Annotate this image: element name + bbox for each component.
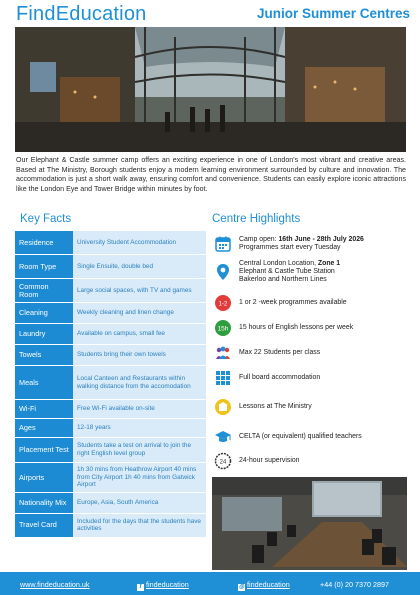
fact-value: Europe, Asia, South America — [73, 493, 206, 514]
fact-label: Placement Test — [15, 438, 73, 463]
highlight-text: Max 22 Students per class — [239, 348, 321, 356]
fact-value: Included for the days that the students have activities — [73, 514, 206, 537]
brand-logo: FindEducation — [16, 3, 147, 25]
phone-number[interactable]: +44 (0) 20 7370 2897 — [320, 580, 389, 589]
classroom-photo — [212, 477, 407, 570]
fact-value: Local Canteen and Restaurants within walking distance from the accomodation — [73, 366, 206, 400]
facebook-icon: f — [137, 584, 144, 591]
highlight-supervision — [214, 452, 409, 470]
fact-value: Weekly cleaning and linen change — [73, 303, 206, 324]
market-hall-photo — [15, 27, 406, 152]
fact-row — [15, 303, 206, 324]
footer-bar — [0, 572, 420, 595]
fact-row — [15, 255, 206, 279]
fact-label: Travel Card — [15, 514, 73, 537]
fact-label: Room Type — [15, 255, 73, 279]
fact-row — [15, 231, 206, 255]
location-pin-icon — [214, 263, 232, 281]
fact-value: 12-18 years — [73, 419, 206, 438]
fact-row — [15, 366, 206, 400]
fact-row — [15, 345, 206, 366]
highlight-class-size — [214, 344, 409, 362]
fact-label: Towels — [15, 345, 73, 366]
ministry-building-icon — [214, 398, 232, 416]
clock-24h-icon — [214, 452, 232, 470]
meals-grid-icon — [214, 369, 232, 387]
highlight-teachers — [214, 428, 409, 446]
fact-value: Free Wi-Fi available on-site — [73, 400, 206, 419]
lessons-hours-icon — [214, 319, 232, 337]
fact-row — [15, 279, 206, 303]
highlight-location — [214, 260, 409, 285]
svg-text:15h: 15h — [217, 325, 229, 333]
calendar-icon — [214, 235, 232, 253]
fact-value: Students bring their own towels — [73, 345, 206, 366]
highlight-text: Camp open: — [239, 235, 279, 243]
instagram-icon: ◎ — [238, 584, 245, 590]
fact-value: Available on campus, small fee — [73, 324, 206, 345]
highlight-text: Full board accommodation — [239, 373, 321, 381]
programme-weeks-icon — [214, 294, 232, 312]
svg-text:1-2: 1-2 — [218, 301, 228, 308]
highlight-lessons-hours — [214, 319, 409, 337]
highlight-bold-text: Zone 1 — [317, 260, 341, 267]
fact-label: Cleaning — [15, 303, 73, 324]
fact-value: Large social spaces, with TV and games — [73, 279, 206, 303]
fact-label: Wi-Fi — [15, 400, 73, 419]
instagram-link[interactable] — [238, 580, 290, 591]
fact-row — [15, 463, 206, 493]
facebook-handle: findeducation — [146, 580, 189, 589]
highlight-full-board — [214, 369, 409, 387]
fact-row — [15, 493, 206, 514]
highlight-text: 15 hours of English lessons per week — [239, 323, 354, 331]
fact-value: Students take a test on arrival to join the right English level group — [73, 438, 206, 463]
instagram-handle: findeducation — [247, 580, 290, 589]
fact-label: Ages — [15, 419, 73, 438]
fact-value: University Student Accommodation — [73, 231, 206, 255]
highlight-text: 24-hour supervision — [239, 456, 300, 464]
fact-row — [15, 514, 206, 537]
fact-label: Airports — [15, 463, 73, 493]
highlight-programme-length — [214, 294, 409, 312]
website-link[interactable]: www.findeducation.uk — [20, 580, 90, 589]
highlight-text: 1 or 2 -week programmes available — [239, 298, 347, 306]
facebook-link[interactable] — [137, 580, 189, 591]
fact-label: Residence — [15, 231, 73, 255]
students-group-icon — [214, 344, 232, 362]
svg-text:24: 24 — [219, 459, 227, 466]
highlight-text: Lessons at The Ministry — [239, 402, 312, 410]
fact-label: Common Room — [15, 279, 73, 303]
graduation-cap-icon — [214, 428, 232, 446]
highlight-camp-dates — [214, 235, 409, 253]
key-facts-title: Key Facts — [20, 213, 72, 225]
highlight-lessons-venue — [214, 398, 409, 416]
centre-highlights-title: Centre Highlights — [212, 213, 301, 225]
highlight-text: Central London Location, — [239, 260, 318, 267]
page-title: Junior Summer Centres — [256, 6, 410, 21]
fact-row — [15, 419, 206, 438]
highlight-bold-text: 16th June - 28th July 2026 — [278, 235, 364, 243]
fact-label: Nationality Mix — [15, 493, 73, 514]
fact-label: Meals — [15, 366, 73, 400]
highlight-text: Elephant & Castle Tube Station — [239, 268, 335, 276]
highlight-text: Programmes start every Tuesday — [239, 244, 341, 251]
intro-paragraph: Our Elephant & Castle summer camp offers an exciting experience in one of London's most vibrant and creative areas. Based at The Ministry, Borough students enjoy a modern learning environment surrounded by culture and innovation. The accommodation is just a short walk away, ensuring comfort and convenience. Students can easily explore iconic attractions like the London Eye and Tower Bridge within minutes by foot. — [16, 156, 406, 193]
fact-label: Laundry — [15, 324, 73, 345]
fact-row — [15, 438, 206, 463]
highlight-text: Bakerloo and Northern Lines — [239, 276, 327, 284]
key-facts-table — [15, 230, 206, 537]
fact-row — [15, 324, 206, 345]
fact-value: Single Ensuite, double bed — [73, 255, 206, 279]
fact-row — [15, 400, 206, 419]
fact-value: 1h 30 mins from Heathrow Airport 40 mins from City Airport 1h 40 mins from Gatwick Airport — [73, 463, 206, 493]
highlight-text: CELTA (or equivalent) qualified teachers — [239, 432, 362, 440]
